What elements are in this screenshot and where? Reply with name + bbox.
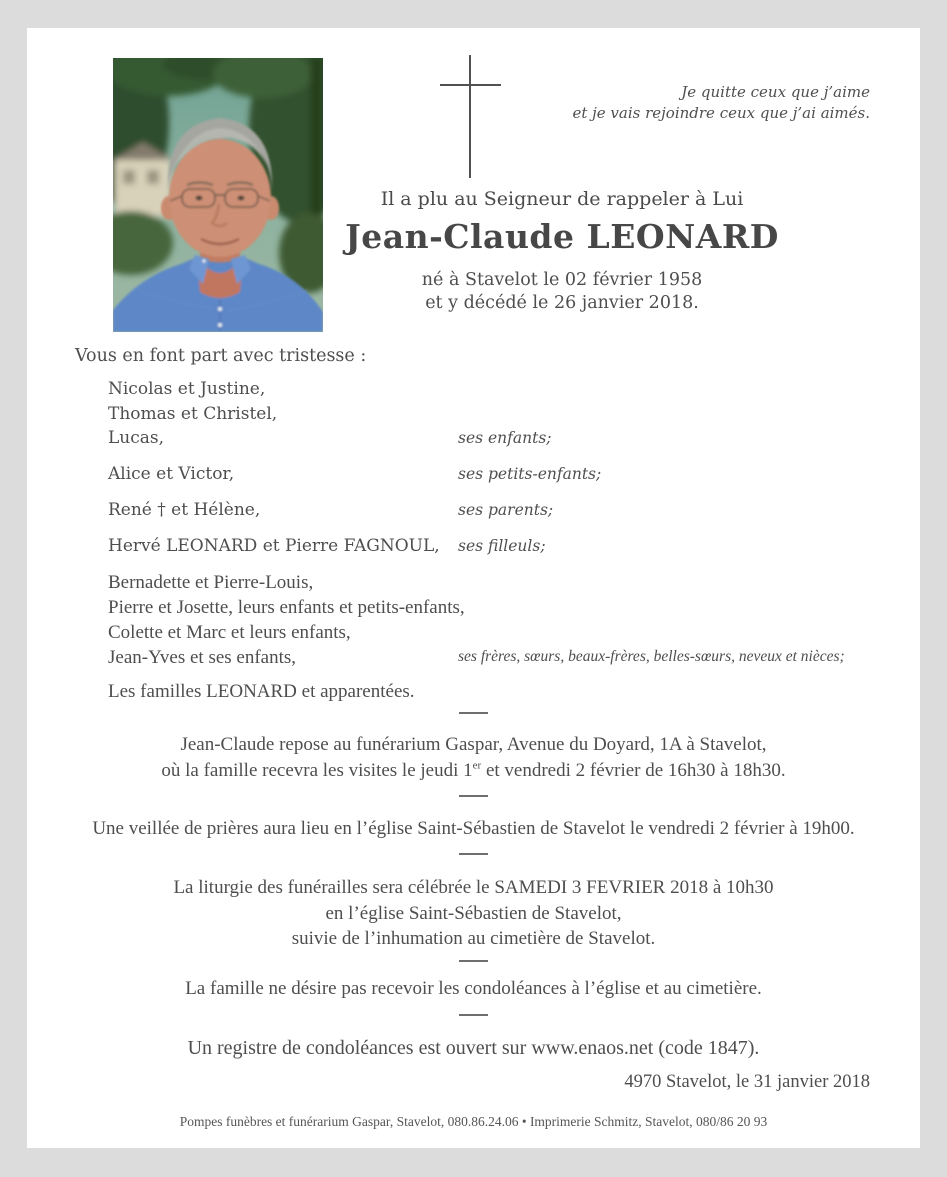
family-name-line: Colette et Marc et leurs enfants, bbox=[108, 621, 351, 643]
family-role-label: ses filleuls; bbox=[458, 536, 546, 555]
funeral-home-line-1: Jean-Claude repose au funérarium Gaspar, Avenue du Doyard, 1A à Stavelot, bbox=[180, 734, 767, 755]
family-role-label: ses petits-enfants; bbox=[458, 464, 602, 483]
cross-horizontal-bar bbox=[440, 84, 501, 86]
life-dates bbox=[204, 269, 920, 315]
family-group-grandchildren bbox=[108, 462, 906, 487]
place-date-line: 4970 Stavelot, le 31 janvier 2018 bbox=[624, 1072, 870, 1092]
ordinal-superscript: er bbox=[472, 759, 482, 772]
register-paragraph: Un registre de condoléances est ouvert sur www.enaos.net (code 1847). bbox=[187, 1037, 760, 1059]
announcement-intro: Il a plu au Seigneur de rappeler à Lui bbox=[380, 188, 744, 210]
birth-line: né à Stavelot le 02 février 1958 bbox=[421, 270, 703, 290]
family-name-line: Thomas et Christel, bbox=[108, 403, 278, 424]
printer-footer: Pompes funèbres et funérarium Gaspar, Stavelot, 080.86.24.06 • Imprimerie Schmitz, Stavelot, 080/86 20 93 bbox=[179, 1114, 768, 1129]
memorial-card bbox=[27, 28, 920, 1148]
vigil-paragraph: Une veillée de prières aura lieu en l’église Saint-Sébastien de Stavelot le vendredi 2 février à 19h00. bbox=[92, 818, 855, 839]
family-intro: Vous en font part avec tristesse : bbox=[75, 346, 367, 366]
section-divider bbox=[459, 1014, 488, 1016]
family-section bbox=[75, 346, 906, 715]
family-name-line: Nicolas et Justine, bbox=[108, 379, 266, 399]
death-line: et y décédé le 26 janvier 2018. bbox=[425, 293, 699, 313]
family-group-siblings bbox=[108, 570, 906, 670]
cross-vertical-bar bbox=[469, 55, 471, 178]
family-groups bbox=[108, 377, 906, 704]
family-role-label: ses enfants; bbox=[458, 428, 552, 447]
family-name-line: Les familles LEONARD et apparentées. bbox=[108, 680, 415, 702]
family-name-line: Alice et Victor, bbox=[108, 464, 235, 484]
family-role-label: ses frères, sœurs, beaux-frères, belles-sœurs, neveux et nièces; bbox=[458, 647, 845, 665]
title-block bbox=[204, 188, 920, 315]
family-name-line: Jean-Yves et ses enfants, bbox=[108, 646, 297, 668]
family-group-parents bbox=[108, 498, 906, 523]
section-divider bbox=[459, 960, 488, 962]
liturgy-line-3: suivie de l’inhumation au cimetière de Stavelot. bbox=[291, 928, 656, 949]
family-group-relatives bbox=[108, 679, 906, 704]
liturgy-line-2: en l’église Saint-Sébastien de Stavelot, bbox=[325, 902, 622, 924]
family-group-godsons bbox=[108, 534, 906, 559]
liturgy-line-1: La liturgie des funérailles sera célébrée le SAMEDI 3 FEVRIER 2018 à 10h30 bbox=[173, 877, 774, 898]
family-name-line: Pierre et Josette, leurs enfants et petits-enfants, bbox=[108, 596, 465, 618]
funeral-home-line-2: où la famille recevra les visites le jeudi 1er et vendredi 2 février de 16h30 à 18h30. bbox=[161, 759, 786, 781]
funeral-home-paragraph bbox=[27, 732, 920, 783]
quote-line-1: Je quitte ceux que j’aime bbox=[681, 83, 870, 101]
liturgy-paragraph bbox=[27, 875, 920, 952]
family-role-label: ses parents; bbox=[458, 500, 554, 519]
family-group-children bbox=[108, 377, 906, 451]
family-name-line: Lucas, bbox=[108, 428, 165, 448]
section-divider bbox=[459, 712, 488, 714]
deceased-name: Jean-Claude LEONARD bbox=[345, 217, 779, 256]
memorial-quote bbox=[572, 82, 870, 124]
family-name-line: Hervé LEONARD et Pierre FAGNOUL, bbox=[108, 536, 440, 556]
quote-line-2: et je vais rejoindre ceux que j’ai aimés. bbox=[572, 104, 870, 122]
section-divider bbox=[459, 795, 488, 797]
section-divider bbox=[459, 853, 488, 855]
condolences-paragraph: La famille ne désire pas recevoir les condoléances à l’église et au cimetière. bbox=[185, 978, 762, 999]
family-name-line: Bernadette et Pierre-Louis, bbox=[108, 571, 314, 593]
family-name-line: René † et Hélène, bbox=[108, 500, 261, 520]
